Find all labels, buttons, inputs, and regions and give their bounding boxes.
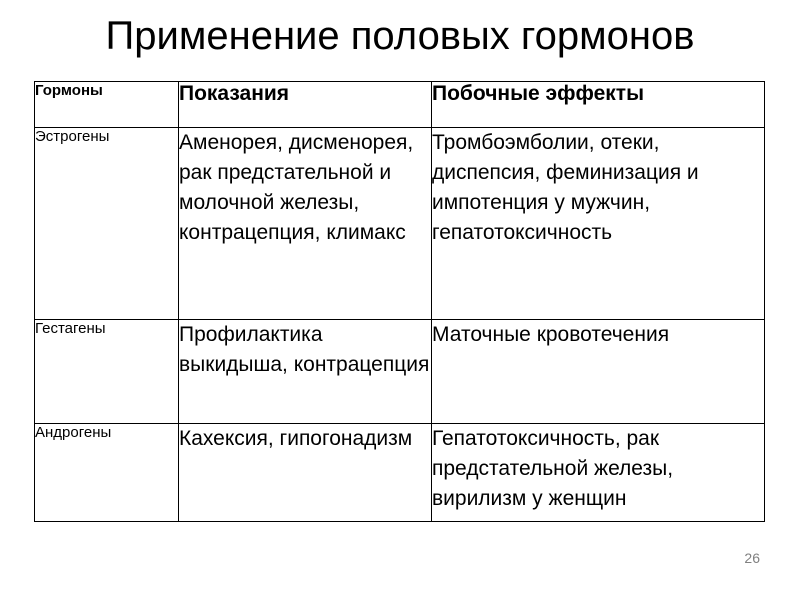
- indications-cell: Профилактика выкидыша, контрацепция: [179, 320, 432, 424]
- side-effects-cell: Гепатотоксичность, рак предстательной железы, вирилизм у женщин: [432, 424, 765, 522]
- indications-cell: Кахексия, гипогонадизм: [179, 424, 432, 522]
- table-header-row: [35, 82, 765, 128]
- page-number: 26: [744, 550, 760, 566]
- table-row: [35, 424, 765, 522]
- table-row: [35, 128, 765, 320]
- table-row: [35, 320, 765, 424]
- hormone-table: [34, 81, 765, 522]
- side-effects-cell: Тромбоэмболии, отеки, диспепсия, феминизация и импотенция у мужчин, гепатотоксичность: [432, 128, 765, 320]
- slide-title: Применение половых гормонов: [105, 14, 695, 58]
- hormone-name-cell: Эстрогены: [35, 128, 179, 320]
- hormone-name-cell: Гестагены: [35, 320, 179, 424]
- indications-cell: Аменорея, дисменорея, рак предстательной и молочной железы, контрацепция, климакс: [179, 128, 432, 320]
- header-indications: Показания: [179, 82, 432, 128]
- side-effects-cell: Маточные кровотечения: [432, 320, 765, 424]
- hormone-name-cell: Андрогены: [35, 424, 179, 522]
- header-side-effects: Побочные эффекты: [432, 82, 765, 128]
- header-hormones: Гормоны: [35, 82, 179, 128]
